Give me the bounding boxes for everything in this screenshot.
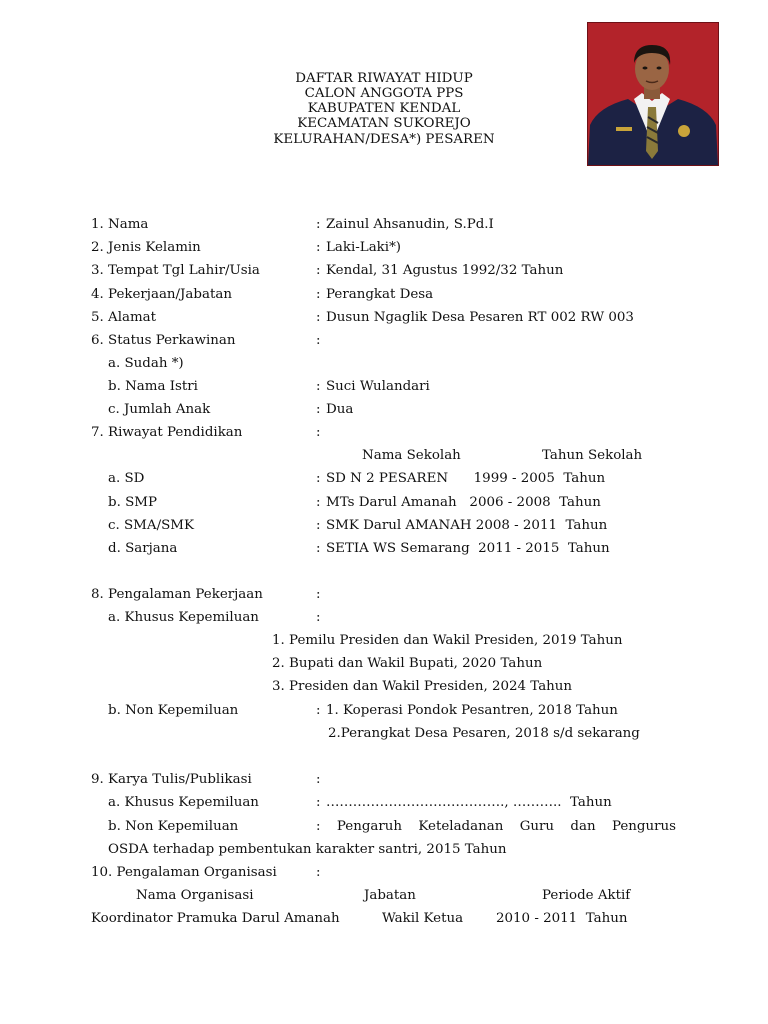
header-line-3: KABUPATEN KENDAL	[307, 101, 461, 116]
colon: :	[316, 379, 321, 394]
colon: :	[316, 333, 321, 348]
value-jumlah-anak: Dua	[326, 402, 354, 417]
edu-level: d. Sarjana	[108, 541, 178, 556]
header-line-5: KELURAHAN/DESA*) PESAREN	[273, 132, 495, 147]
colon: :	[316, 819, 321, 834]
header-line-1: DAFTAR RIWAYAT HIDUP	[295, 71, 473, 86]
label-jumlah-anak: c. Jumlah Anak	[108, 402, 211, 417]
label-khusus-kepemiluan: a. Khusus Kepemiluan	[108, 610, 259, 625]
header-line-4: KECAMATAN SUKOREJO	[297, 116, 471, 131]
karya-word: Guru	[519, 819, 555, 834]
col-nama-sekolah: Nama Sekolah	[362, 448, 461, 463]
org-nama: Koordinator Pramuka Darul Amanah	[91, 911, 340, 926]
label-karya-khusus: a. Khusus Kepemiluan	[108, 795, 259, 810]
colon: :	[316, 310, 321, 325]
non-item: 1. Koperasi Pondok Pesantren, 2018 Tahun	[326, 703, 618, 718]
edu-school: MTs Darul Amanah 2006 - 2008 Tahun	[326, 495, 601, 510]
col-tahun-sekolah: Tahun Sekolah	[542, 448, 643, 463]
value-pekerjaan: Perangkat Desa	[326, 287, 434, 302]
col-periode: Periode Aktif	[542, 888, 631, 903]
org-periode: 2010 - 2011 Tahun	[496, 911, 628, 926]
label-karya-non: b. Non Kepemiluan	[108, 819, 239, 834]
label-nama-istri: b. Nama Istri	[108, 379, 198, 394]
value-jenis-kelamin: Laki-Laki*)	[326, 240, 401, 255]
colon: :	[316, 495, 321, 510]
edu-school: SETIA WS Semarang 2011 - 2015 Tahun	[326, 541, 610, 556]
colon: :	[316, 772, 321, 787]
colon: :	[316, 240, 321, 255]
colon: :	[316, 471, 321, 486]
edu-level: c. SMA/SMK	[108, 518, 194, 533]
edu-school: SMK Darul AMANAH 2008 - 2011 Tahun	[326, 518, 608, 533]
label-nama: 1. Nama	[91, 217, 149, 232]
colon: :	[316, 425, 321, 440]
label-pekerjaan: 4. Pekerjaan/Jabatan	[91, 287, 232, 302]
khusus-item: 1. Pemilu Presiden dan Wakil Presiden, 2019 Tahun	[272, 633, 623, 648]
label-pendidikan: 7. Riwayat Pendidikan	[91, 425, 243, 440]
label-pengalaman: 8. Pengalaman Pekerjaan	[91, 587, 263, 602]
value-karya-non	[316, 820, 676, 833]
colon: :	[316, 287, 321, 302]
non-item: 2.Perangkat Desa Pesaren, 2018 s/d sekarang	[328, 726, 640, 741]
person-portrait-icon	[588, 23, 718, 165]
colon: :	[316, 610, 321, 625]
value-karya-khusus: …………………………………., ……….. Tahun	[326, 795, 612, 810]
khusus-item: 3. Presiden dan Wakil Presiden, 2024 Tahun	[272, 679, 573, 694]
edu-school: SD N 2 PESAREN 1999 - 2005 Tahun	[326, 471, 606, 486]
colon: :	[316, 217, 321, 232]
label-alamat: 5. Alamat	[91, 310, 157, 325]
profile-photo	[587, 22, 719, 166]
value-karya-non-line2: OSDA terhadap pembentukan karakter santri, 2015 Tahun	[108, 842, 507, 857]
karya-word: Pengurus	[611, 819, 677, 834]
colon: :	[316, 703, 321, 718]
label-organisasi: 10. Pengalaman Organisasi	[91, 865, 277, 880]
edu-level: b. SMP	[108, 495, 157, 510]
colon: :	[316, 518, 321, 533]
colon: :	[316, 541, 321, 556]
colon: :	[316, 402, 321, 417]
value-ttl: Kendal, 31 Agustus 1992/32 Tahun	[326, 263, 564, 278]
col-nama-organisasi: Nama Organisasi	[136, 888, 254, 903]
edu-level: a. SD	[108, 471, 145, 486]
colon: :	[316, 263, 321, 278]
value-nama-istri: Suci Wulandari	[326, 379, 430, 394]
karya-word: Pengaruh	[336, 819, 403, 834]
karya-word: Keteladanan	[418, 819, 504, 834]
label-ttl: 3. Tempat Tgl Lahir/Usia	[91, 263, 260, 278]
colon: :	[316, 795, 321, 810]
karya-word: dan	[570, 819, 596, 834]
colon: :	[316, 587, 321, 602]
colon: :	[316, 865, 321, 880]
col-jabatan: Jabatan	[364, 888, 416, 903]
khusus-item: 2. Bupati dan Wakil Bupati, 2020 Tahun	[272, 656, 543, 671]
value-alamat: Dusun Ngaglik Desa Pesaren RT 002 RW 003	[326, 310, 634, 325]
header-line-2: CALON ANGGOTA PPS	[304, 86, 464, 101]
label-sudah: a. Sudah *)	[108, 356, 184, 371]
org-jabatan: Wakil Ketua	[382, 911, 464, 926]
label-non-kepemiluan: b. Non Kepemiluan	[108, 703, 239, 718]
value-nama: Zainul Ahsanudin, S.Pd.I	[326, 217, 494, 232]
label-jenis-kelamin: 2. Jenis Kelamin	[91, 240, 201, 255]
label-status: 6. Status Perkawinan	[91, 333, 236, 348]
label-karya: 9. Karya Tulis/Publikasi	[91, 772, 252, 787]
